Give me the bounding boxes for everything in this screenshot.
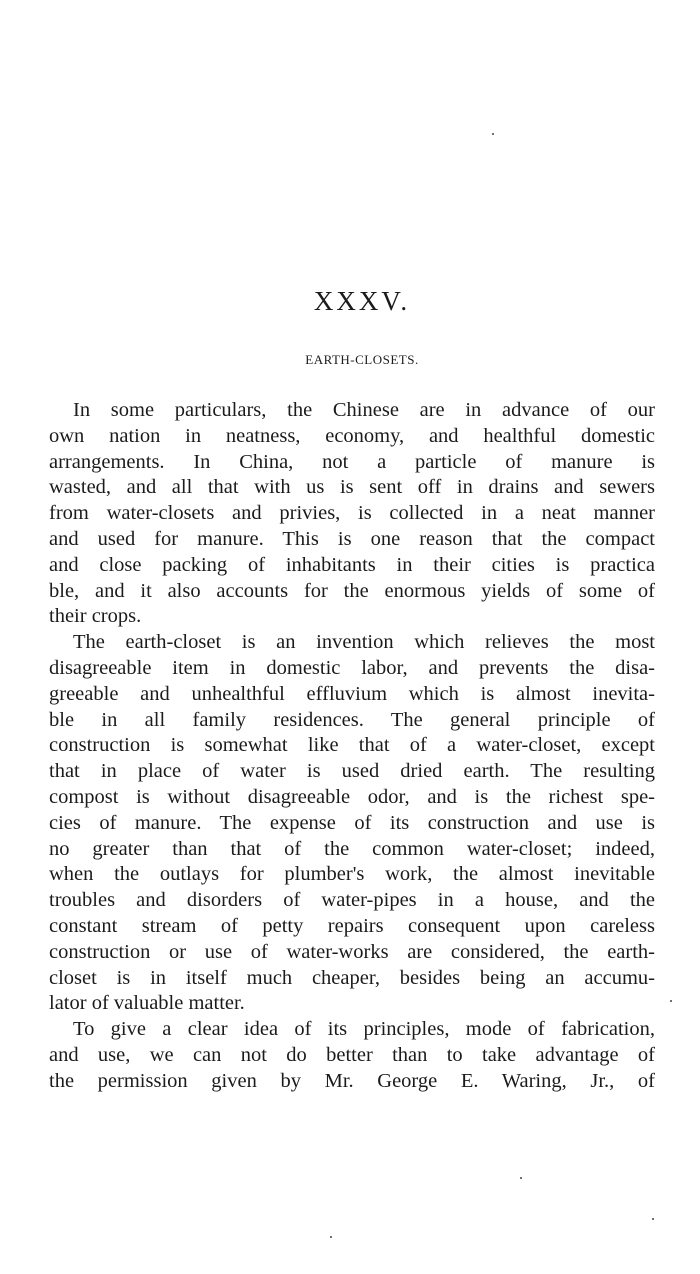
text-line: greeable and unhealthful effluvium which is almost inevita-	[49, 682, 655, 705]
text-line: constant stream of petty repairs consequent upon careless	[49, 914, 655, 937]
chapter-body	[49, 398, 655, 1095]
text-line: and close packing of inhabitants in their cities is practica	[49, 553, 655, 576]
text-line: their crops.	[49, 605, 142, 628]
text-line: In some particulars, the Chinese are in advance of our	[73, 399, 655, 421]
page-speck	[492, 133, 494, 135]
text-line: lator of valuable matter.	[49, 992, 245, 1015]
text-line: The earth-closet is an invention which relieves the most	[73, 631, 655, 654]
text-line: the permission given by Mr. George E. Waring, Jr., of	[49, 1069, 655, 1092]
page-speck	[520, 1177, 522, 1179]
text-line: ble in all family residences. The general principle of	[49, 708, 655, 731]
text-line: compost is without disagreeable odor, and is the richest spe-	[49, 785, 655, 808]
paragraph	[49, 1017, 655, 1094]
text-line: and used for manure. This is one reason that the compact	[49, 527, 655, 550]
text-line: wasted, and all that with us is sent off in drains and sewers	[49, 476, 655, 499]
text-line: when the outlays for plumber's work, the almost inevitable	[49, 863, 655, 886]
text-line: construction or use of water-works are considered, the earth-	[49, 940, 655, 963]
chapter-title: EARTH-CLOSETS.	[305, 352, 419, 367]
text-line: from water-closets and privies, is collected in a neat manner	[49, 502, 655, 525]
text-line: To give a clear idea of its principles, mode of fabrication,	[73, 1018, 655, 1041]
text-line: that in place of water is used dried earth. The resulting	[49, 760, 655, 783]
text-line: own nation in neatness, economy, and healthful domestic	[49, 424, 655, 447]
chapter-number: XXXV.	[313, 286, 411, 316]
text-line: closet is in itself much cheaper, besides being an accumu-	[49, 966, 655, 989]
text-line: ble, and it also accounts for the enormous yields of some of	[49, 579, 655, 602]
paragraph	[49, 398, 655, 630]
text-line: construction is somewhat like that of a water-closet, except	[49, 734, 655, 757]
text-line: no greater than that of the common water-closet; indeed,	[49, 837, 655, 860]
page-speck	[330, 1236, 332, 1238]
page-speck	[652, 1218, 654, 1220]
text-line: and use, we can not do better than to take advantage of	[49, 1043, 655, 1066]
text-line: disagreeable item in domestic labor, and prevents the disa-	[49, 656, 655, 679]
page-speck	[670, 1000, 672, 1002]
paragraph	[49, 630, 655, 1017]
text-line: troubles and disorders of water-pipes in a house, and the	[49, 889, 655, 912]
text-line: cies of manure. The expense of its construction and use is	[49, 811, 655, 834]
text-line: arrangements. In China, not a particle of manure is	[49, 450, 655, 473]
